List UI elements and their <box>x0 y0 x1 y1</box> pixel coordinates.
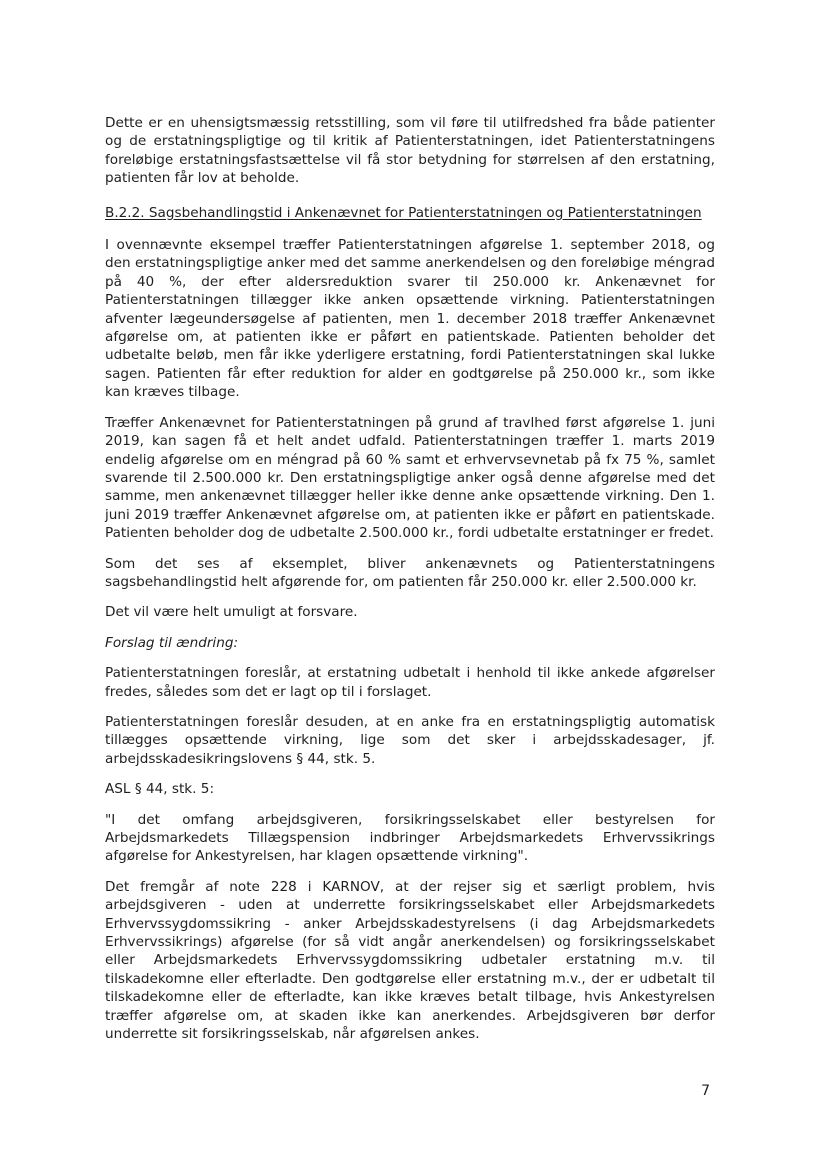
paragraph-intro: Dette er en uhensigtsmæssig retsstilling, som vil føre til utilfredshed fra både patienter og de erstatningspligtige og til kritik af Patienterstatningen, idet Patienterstatningens foreløbige erstatningsfastsættelse vil få stor betydning for størrelsen af den erstatning, patienten får lov at beholde. <box>105 115 715 187</box>
paragraph-example-2: Træffer Ankenævnet for Patienterstatningen på grund af travlhed først afgørelse 1. juni 2019, kan sagen få et helt andet udfald. Patienterstatningen træffer 1. marts 2019 endelig afgørelse om en méngrad på 60 % samt et erhvervsevnetab på fx 75 %, samlet svarende til 2.500.000 kr. Den erstatningspligtige anker også denne afgørelse med det samme, men ankenævnet tillægger heller ikke denne anke opsættende virkning. Den 1. juni 2019 træffer Ankenævnet afgørelse om, at patienten ikke er påført en patientskade. Patienten beholder dog de udbetalte 2.500.000 kr., fordi udbetalte erstatninger er fredet. <box>105 414 715 542</box>
paragraph-proposal-2: Patienterstatningen foreslår desuden, at en anke fra en erstatningspligtig automatisk tillægges opsættende virkning, lige som det sker i arbejdsskadesager, jf. arbejdsskadesikringslovens § 44, stk. 5. <box>105 713 715 767</box>
page-number: 7 <box>701 1083 710 1099</box>
paragraph-proposal-1: Patienterstatningen foreslår, at erstatning udbetalt i henhold til ikke ankede afgørelser fredes, således som det er lagt op til i forslaget. <box>105 665 715 700</box>
law-quote: "I det omfang arbejdsgiveren, forsikringsselskabet eller bestyrelsen for Arbejdsmarkedets Tillægspension indbringer Arbejdsmarkedets Erhvervssikrings afgørelse for Ankestyrelsen, har klagen opsættende virkning". <box>105 811 715 865</box>
paragraph-conclusion: Som det ses af eksemplet, bliver ankenævnets og Patienterstatningens sagsbehandlingstid helt afgørende for, om patienten får 250.000 kr. eller 2.500.000 kr. <box>105 555 715 590</box>
law-reference-label: ASL § 44, stk. 5: <box>105 781 215 798</box>
page-body <box>105 114 715 1055</box>
paragraph-example-1: I ovennævnte eksempel træffer Patienterstatningen afgørelse 1. september 2018, og den erstatningspligtige anker med det samme anerkendelsen og den foreløbige méngrad på 40 %, der efter aldersreduktion svarer til 250.000 kr. Ankenævnet for Patienterstatningen tillægger ikke anken opsættende virkning. Patienterstatningen afventer lægeundersøgelse af patienten, men 1. december 2018 træffer Ankenævnet afgørelse om, at patienten ikke er påført en patientskade. Patienten beholder det udbetalte beløb, men får ikke yderligere erstatning, fordi Patienterstatningen skal lukke sagen. Patienten får efter reduktion for alder en godtgørelse på 250.000 kr., som ikke kan kræves tilbage. <box>105 237 715 401</box>
paragraph-karnov-note: Det fremgår af note 228 i KARNOV, at der rejser sig et særligt problem, hvis arbejdsgiveren - uden at underrette forsikringsselskabet eller Arbejdsmarkedets Erhvervssygdomssikring - anker Arbejdsskadestyrelsens (i dag Arbejdsmarkedets Erhvervssikrings) afgørelse (for så vidt angår anerkendelsen) og forsikringsselskabet eller Arbejdsmarkedets Erhvervssygdomssikring udbetaler erstatning m.v. til tilskadekomne eller efterladte. Den godtgørelse eller erstatning m.v., der er udbetalt til tilskadekomne eller de efterladte, kan ikke kræves betalt tilbage, hvis Ankestyrelsen træffer afgørelse om, at skaden ikke kan anerkendes. Arbejdsgiveren bør derfor underrette sit forsikringsselskab, når afgørelsen ankes. <box>105 878 715 1043</box>
section-heading: B.2.2. Sagsbehandlingstid i Ankenævnet for Patienterstatningen og Patienterstatningen <box>105 204 702 221</box>
proposal-subheading: Forslag til ændring: <box>105 634 239 651</box>
paragraph-statement: Det vil være helt umuligt at forsvare. <box>105 604 358 621</box>
